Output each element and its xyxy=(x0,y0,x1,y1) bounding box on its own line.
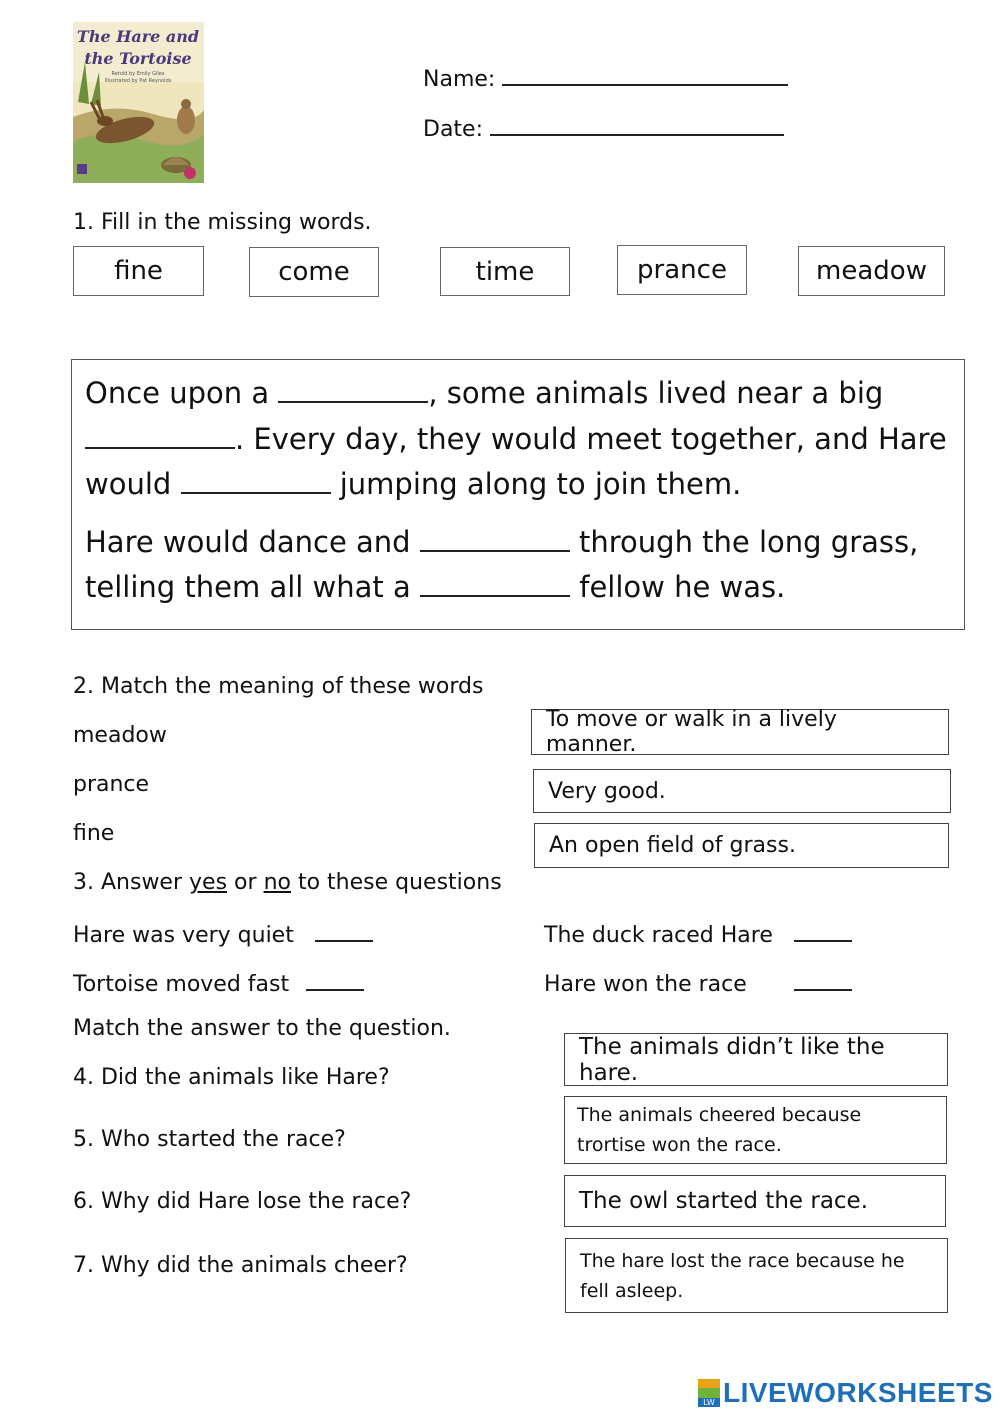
q3-heading xyxy=(73,870,502,895)
q2-word-prance[interactable]: prance xyxy=(73,772,150,797)
story-text: Once upon a xyxy=(85,376,270,410)
q3-answer-3[interactable] xyxy=(306,967,364,991)
cover-title-line2: the Tortoise xyxy=(84,49,192,68)
blank-3[interactable] xyxy=(181,466,331,494)
story-line-2 xyxy=(85,416,947,462)
cover-credit2: Illustrated by Pat Reynolds xyxy=(104,78,172,84)
q3-heading-text: or xyxy=(234,870,257,895)
meaning-box-1[interactable]: To move or walk in a lively manner. xyxy=(531,709,949,755)
logo-badge-text: LW xyxy=(698,1398,720,1407)
match-question-7[interactable]: 7. Why did the animals cheer? xyxy=(73,1253,408,1278)
name-row xyxy=(423,62,788,92)
q2-word-meadow[interactable]: meadow xyxy=(73,723,167,748)
story-text: Hare would dance and xyxy=(85,525,411,559)
q3-answer-2[interactable] xyxy=(794,918,852,942)
q3-answer-1[interactable] xyxy=(315,918,373,942)
story-text: , some animals lived near a big xyxy=(428,376,884,410)
q3-heading-no: no xyxy=(263,870,291,895)
story-text: fellow he was. xyxy=(579,570,786,604)
date-row xyxy=(423,112,784,142)
q3-heading-yes: yes xyxy=(189,870,228,895)
match-question-4[interactable]: 4. Did the animals like Hare? xyxy=(73,1065,390,1090)
q2-word-fine[interactable]: fine xyxy=(73,821,115,846)
match-heading: Match the answer to the question. xyxy=(73,1016,451,1041)
blank-4[interactable] xyxy=(420,524,570,552)
cover-credit1: Retold by Emily Giles xyxy=(111,71,165,77)
logo-text: LIVEWORKSHEETS xyxy=(723,1377,993,1408)
blank-1[interactable] xyxy=(278,375,428,403)
cover-title-line1: The Hare and xyxy=(76,27,200,46)
answer-box-2[interactable]: The animals cheered because trortise won the race. xyxy=(564,1096,947,1164)
book-cover-illustration xyxy=(73,22,204,183)
story-line-1 xyxy=(85,370,883,416)
word-box-fine[interactable]: fine xyxy=(73,246,204,296)
liveworksheets-logo[interactable] xyxy=(698,1376,993,1410)
answer-box-4[interactable]: The hare lost the race because he fell asleep. xyxy=(565,1238,948,1313)
word-box-time[interactable]: time xyxy=(440,247,570,296)
q3-item-1 xyxy=(73,918,373,948)
q3-item-4 xyxy=(544,967,852,997)
story-text: through the long grass, xyxy=(579,525,919,559)
word-box-meadow[interactable]: meadow xyxy=(798,246,945,296)
answer-box-3[interactable]: The owl started the race. xyxy=(564,1175,946,1227)
q2-heading: 2. Match the meaning of these words xyxy=(73,674,484,699)
meaning-box-2[interactable]: Very good. xyxy=(533,769,951,813)
date-field[interactable] xyxy=(490,112,784,136)
q3-item-text: Hare was very quiet xyxy=(73,923,294,948)
match-question-6[interactable]: 6. Why did Hare lose the race? xyxy=(73,1189,412,1214)
q3-heading-text: to these questions xyxy=(297,870,502,895)
book-cover xyxy=(73,22,204,183)
word-box-prance[interactable]: prance xyxy=(617,245,747,295)
q3-item-text: Hare won the race xyxy=(544,972,747,997)
story-box xyxy=(71,359,965,630)
story-text: jumping along to join them. xyxy=(339,467,742,501)
blank-2[interactable] xyxy=(85,421,235,449)
story-text: telling them all what a xyxy=(85,570,411,604)
date-label: Date: xyxy=(423,117,483,142)
logo-badge-icon xyxy=(698,1379,720,1407)
q3-item-3 xyxy=(73,967,364,997)
q3-item-text: Tortoise moved fast xyxy=(73,972,290,997)
blank-5[interactable] xyxy=(420,569,570,597)
q3-heading-text: 3. Answer xyxy=(73,870,183,895)
word-box-come[interactable]: come xyxy=(249,247,379,297)
q3-answer-4[interactable] xyxy=(794,967,852,991)
story-text: would xyxy=(85,467,172,501)
meaning-box-3[interactable]: An open field of grass. xyxy=(534,823,949,868)
answer-box-1[interactable]: The animals didn’t like the hare. xyxy=(564,1033,948,1086)
story-text: . Every day, they would meet together, and Hare xyxy=(235,422,947,456)
story-line-5 xyxy=(85,564,785,610)
story-line-4 xyxy=(85,519,918,565)
q1-heading: 1. Fill in the missing words. xyxy=(73,210,372,235)
match-question-5[interactable]: 5. Who started the race? xyxy=(73,1127,346,1152)
q3-item-2 xyxy=(544,918,852,948)
name-label: Name: xyxy=(423,67,496,92)
name-field[interactable] xyxy=(502,62,788,86)
story-line-3 xyxy=(85,461,741,507)
q3-item-text: The duck raced Hare xyxy=(544,923,773,948)
